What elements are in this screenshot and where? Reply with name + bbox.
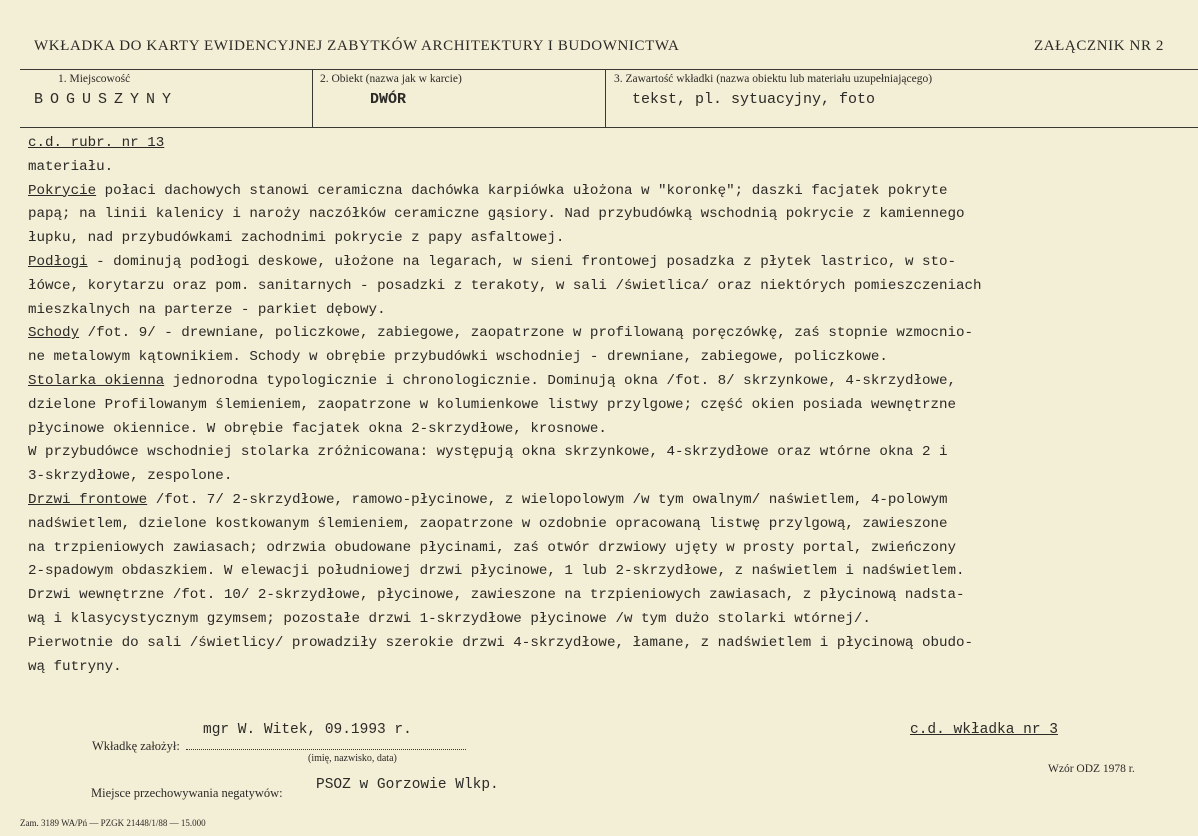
locality-value: BOGUSZYNY — [34, 91, 179, 108]
line-text: łówce, korytarzu oraz pom. sanitarnych - posadzki z terakoty, w sali /świetlica/ oraz niektórych pomieszczeniach — [28, 277, 982, 294]
section-heading: Stolarka okienna — [28, 372, 165, 389]
line-text: materiału. — [28, 158, 114, 175]
line-text: Pierwotnie do sali /świetlicy/ prowadziły szerokie drzwi 4-skrzydłowe, łamane, z nadświetlem i płycinową obudo- — [28, 634, 974, 651]
line-text: mieszkalnych na parterze - parkiet dębowy. — [28, 301, 386, 318]
text-line — [28, 608, 1193, 632]
card-title: WKŁADKA DO KARTY EWIDENCYJNEJ ZABYTKÓW ARCHITEKTURY I BUDOWNICTWA — [34, 38, 680, 54]
column-divider-1 — [312, 70, 313, 128]
text-line — [28, 418, 1193, 442]
negatives-value: PSOZ w Gorzowie Wlkp. — [316, 777, 499, 793]
section-heading: Podłogi — [28, 253, 88, 270]
text-line — [28, 346, 1193, 370]
signature-caption: (imię, nazwisko, data) — [308, 753, 397, 764]
text-line — [28, 299, 1193, 323]
annex-number: ZAŁĄCZNIK NR 2 — [1033, 38, 1164, 54]
text-line — [28, 180, 1193, 204]
text-line — [28, 156, 1193, 180]
text-line — [28, 322, 1193, 346]
line-text: - dominują podłogi deskowe, ułożone na legarach, w sieni frontowej posadzka z płytek lastrico, w sto- — [87, 253, 957, 270]
text-line — [28, 394, 1193, 418]
text-line — [28, 584, 1193, 608]
text-line — [28, 560, 1193, 584]
negatives-label: Miejsce przechowywania negatywów: — [91, 786, 283, 800]
text-line — [28, 465, 1193, 489]
insert-author-value: mgr W. Witek, 09.1993 r. — [203, 722, 412, 738]
line-text: /fot. 7/ 2-skrzydłowe, ramowo-płycinowe, z wielopolowym /w tym owalnym/ naświetlem, 4-polowym — [147, 491, 948, 508]
continued-reference: c.d. wkładka nr 3 — [910, 722, 1058, 738]
column-divider-2 — [605, 70, 606, 128]
text-line — [28, 489, 1193, 513]
section-heading: Pokrycie — [28, 182, 97, 199]
text-line — [28, 656, 1193, 680]
text-line — [28, 370, 1193, 394]
print-info: Zam. 3189 WA/Pń — PZGK 21448/1/88 — 15.000 — [20, 818, 206, 828]
section-heading: c.d. rubr. nr 13 — [28, 135, 165, 151]
line-text: 2-spadowym obdaszkiem. W elewacji południowej drzwi płycinowe, 1 lub 2-skrzydłowe, z naświetlem i nadświetlem. — [28, 563, 965, 580]
insert-author-label: Wkładkę założył: — [92, 739, 180, 753]
line-text: Drzwi wewnętrzne /fot. 10/ 2-skrzydłowe, płycinowe, zawieszone na trzpieniowych zawiasach, z płycinową nadsta- — [28, 587, 965, 604]
line-text: wą futryny. — [28, 658, 122, 675]
line-text: połaci dachowych stanowi ceramiczna dachówka karpiówka ułożona w "koronkę"; daszki facjatek pokryte — [96, 182, 948, 199]
divider-middle — [20, 127, 1198, 128]
text-line — [28, 441, 1193, 465]
text-line — [28, 251, 1193, 275]
header — [34, 38, 1164, 62]
line-text: wą i klasycystycznym gzymsem; pozostałe drzwi 1-skrzydłowe płycinowe /w tym dużo stolarki wtórnej/. — [28, 610, 871, 627]
line-text: na trzpieniowych zawiasach; odrzwia obudowane płycinami, zaś otwór drzwiowy ujęty w prosty portal, zwieńczony — [28, 539, 957, 556]
text-line — [28, 513, 1193, 537]
line-text: jednorodna typologicznie i chronologicznie. Dominują okna /fot. 8/ skrzynkowe, 4-skrzydłowe, — [164, 372, 957, 389]
line-text: ne metalowym kątownikiem. Schody w obrębie przybudówki wschodniej - drewniane, zabiegowe, policzkowe. — [28, 349, 888, 366]
line-text: W przybudówce wschodniej stolarka zróżnicowana: występują okna skrzynkowe, 4-skrzydłowe oraz wtórne okna 2 i — [28, 444, 948, 461]
text-line — [28, 537, 1193, 561]
line-text: nadświetlem, dzielone kostkowanym ślemieniem, zaopatrzone w ozdobnie opracowaną listwę przylgową, zawieszone — [28, 515, 948, 532]
content-label: 3. Zawartość wkładki (nazwa obiektu lub materiału uzupełniającego) — [614, 73, 933, 85]
description-text — [28, 132, 1193, 679]
text-line — [28, 632, 1193, 656]
line-text: łupku, nad przybudówkami zachodnimi pokrycie z papy asfaltowej. — [28, 230, 565, 247]
object-value: DWÓR — [370, 91, 407, 108]
text-line — [28, 227, 1193, 251]
divider-top — [20, 69, 1198, 70]
line-text: dzielone Profilowanym ślemieniem, zaopatrzone w kolumienkowe listwy przylgowe; część okien posiada wewnętrzne — [28, 396, 957, 413]
section-heading: Schody — [28, 325, 80, 342]
line-text: /fot. 9/ - drewniane, policzkowe, zabiegowe, zaopatrzone w profilowaną poręczówkę, zaś stopnie wzmocnio- — [79, 325, 974, 342]
line-text: papą; na linii kalenicy i naroży naczółków ceramiczne gąsiory. Nad przybudówką wschodnią pokrycie z kamiennego — [28, 206, 965, 223]
signature-line — [186, 749, 466, 750]
form-code: Wzór ODZ 1978 r. — [1048, 763, 1135, 775]
line-text: płycinowe okiennice. W obrębie facjatek okna 2-skrzydłowe, krosnowe. — [28, 420, 607, 437]
locality-label: 1. Miejscowość — [58, 73, 131, 85]
text-line — [28, 132, 1193, 156]
object-label: 2. Obiekt (nazwa jak w karcie) — [320, 73, 462, 85]
content-value: tekst, pl. sytuacyjny, foto — [632, 91, 876, 108]
text-line — [28, 203, 1193, 227]
section-heading: Drzwi frontowe — [28, 491, 148, 508]
line-text: 3-skrzydłowe, zespolone. — [28, 468, 233, 485]
text-line — [28, 275, 1193, 299]
